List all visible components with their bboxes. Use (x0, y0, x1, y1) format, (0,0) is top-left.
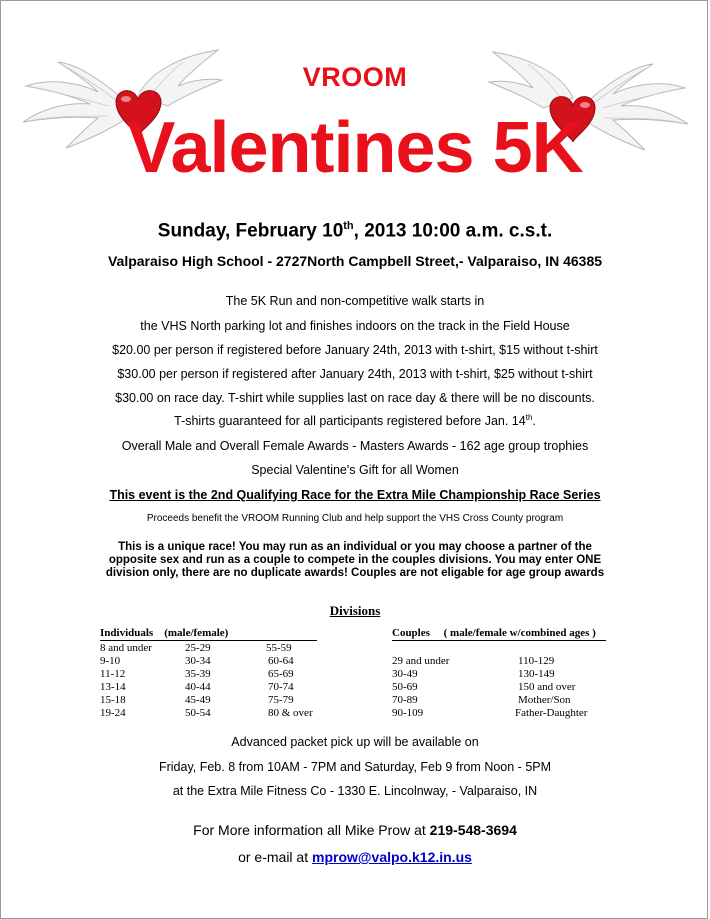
couples-age-cell: 29 and under (392, 655, 450, 667)
individual-age-cell: 9-10 (100, 655, 121, 667)
individual-age-cell: 65-69 (268, 668, 294, 680)
individual-age-cell: 70-74 (268, 681, 294, 693)
individual-age-cell: 25-29 (185, 642, 211, 654)
tshirt-guarantee: T-shirts guaranteed for all participants registered before Jan. 14th. (174, 413, 536, 429)
couples-age-cell: Mother/Son (518, 694, 571, 706)
individual-age-cell: 8 and under (100, 642, 152, 654)
individual-age-cell: 60-64 (268, 655, 294, 667)
unique-race-note: This is a unique race! You may run as an individual or you may choose a partner of the opposite sex and run as a couple to compete in the couples divisions. You may enter ONE division only, there are no duplicate awards! Couples are not eligable for age group awards (105, 541, 605, 579)
detail-line: $30.00 per person if registered after January 24th, 2013 with t-shirt, $25 without t-shirt (117, 367, 593, 381)
packet-line: Friday, Feb. 8 from 10AM - 7PM and Saturday, Feb 9 from Noon - 5PM (158, 760, 552, 774)
individual-age-cell: 35-39 (185, 668, 211, 680)
individuals-header: Individuals (male/female) (100, 627, 229, 639)
awards-line: Overall Male and Overall Female Awards - Masters Awards - 162 age group trophies (121, 439, 589, 453)
individual-age-cell: 15-18 (100, 694, 126, 706)
proceeds-note: Proceeds benefit the VROOM Running Club and help support the VHS Cross County program (146, 513, 564, 524)
contact-info: For More information all Mike Prow at 219-548-3694 (193, 822, 517, 838)
detail-line: the VHS North parking lot and finishes indoors on the track in the Field House (140, 319, 570, 333)
individual-age-cell: 40-44 (185, 681, 211, 693)
couples-age-cell: 50-69 (392, 681, 418, 693)
qualifying-race-note: This event is the 2nd Qualifying Race for the Extra Mile Championship Race Series (109, 488, 601, 502)
email-link[interactable]: mprow@valpo.k12.in.us (312, 849, 472, 865)
detail-line: The 5K Run and non-competitive walk starts in (225, 294, 485, 308)
couples-age-cell: 70-89 (392, 694, 418, 706)
divisions-heading: Divisions (329, 603, 381, 618)
event-date: Sunday, February 10th, 2013 10:00 a.m. c.s.t. (157, 220, 553, 242)
individual-age-cell: 30-34 (185, 655, 211, 667)
individual-age-cell: 11-12 (100, 668, 126, 680)
individual-age-cell: 75-79 (268, 694, 294, 706)
couples-age-cell: 130-149 (518, 668, 555, 680)
phone-number: 219-548-3694 (429, 822, 517, 838)
org-name: VROOM (302, 62, 408, 92)
packet-line: at the Extra Mile Fitness Co - 1330 E. Lincolnway, - Valparaiso, IN (172, 784, 538, 798)
couples-age-cell: 30-49 (392, 668, 418, 680)
individual-age-cell: 13-14 (100, 681, 126, 693)
contact-email: or e-mail at mprow@valpo.k12.in.us (238, 849, 472, 865)
couples-age-cell: Father-Daughter (515, 707, 588, 719)
packet-line: Advanced packet pick up will be available on (231, 735, 479, 749)
couples-header: Couples ( male/female w/combined ages ) (392, 627, 596, 639)
couples-age-cell: 110-129 (518, 655, 555, 667)
event-venue: Valparaiso High School - 2727North Campbell Street,- Valparaiso, IN 46385 (107, 253, 603, 269)
couples-age-cell: 150 and over (518, 681, 576, 693)
individual-age-cell: 19-24 (100, 707, 126, 719)
gift-line: Special Valentine's Gift for all Women (251, 463, 459, 477)
individual-age-cell: 45-49 (185, 694, 211, 706)
individual-age-cell: 55-59 (266, 642, 292, 654)
individual-age-cell: 50-54 (185, 707, 211, 719)
individuals-header-underline (100, 640, 317, 641)
event-title: Valentines 5K (127, 108, 583, 188)
detail-line: $20.00 per person if registered before January 24th, 2013 with t-shirt, $15 without t-shirt (112, 343, 598, 357)
couples-age-cell: 90-109 (392, 707, 424, 719)
couples-header-underline (392, 640, 606, 641)
detail-line: $30.00 on race day. T-shirt while supplies last on race day & there will be no discounts. (115, 391, 595, 405)
individual-age-cell: 80 & over (268, 707, 313, 719)
